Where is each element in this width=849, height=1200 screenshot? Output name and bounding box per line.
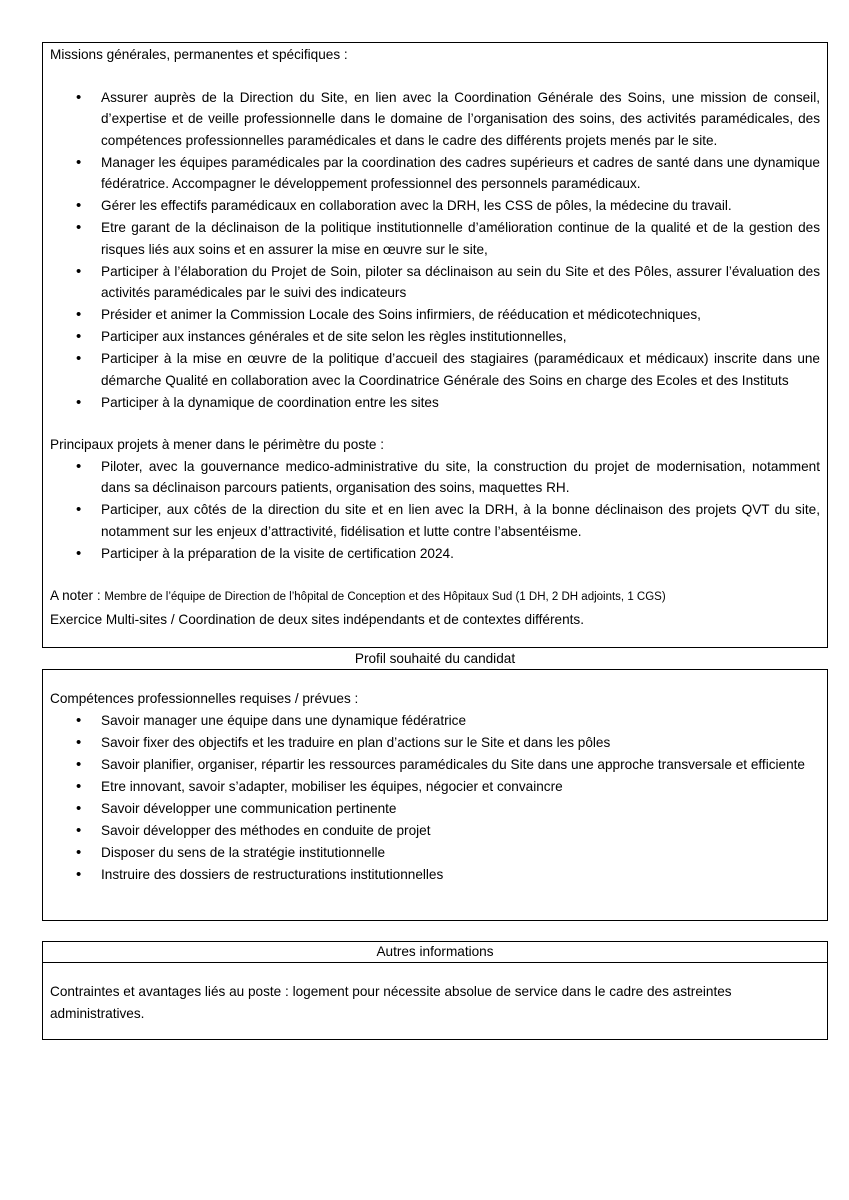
note-label: A noter : <box>50 588 101 603</box>
profil-title: Profil souhaité du candidat <box>354 651 516 666</box>
missions-section <box>42 42 828 648</box>
missions-list <box>50 87 820 414</box>
list-item: • Gérer les effectifs paramédicaux en collaboration avec la DRH, les CSS de pôles, la médecine du travail. <box>50 195 820 217</box>
profil-section <box>42 669 828 921</box>
note-text: Membre de l’équipe de Direction de l’hôpital de Conception et des Hôpitaux Sud (1 DH, 2 DH adjoints, 1 CGS) <box>104 591 666 603</box>
list-item: • Assurer auprès de la Direction du Site, en lien avec la Coordination Générale des Soins, une mission de conseil, d’expertise et de veille professionnelle dans le domaine de l’organisation des soins, des activités paramédicales, des compétences professionnelles paramédicales et dans le cadre des différents projets menés par le site. <box>50 87 820 152</box>
list-item: • Savoir planifier, organiser, répartir les ressources paramédicales du Site dans une approche transversale et efficiente <box>50 754 820 776</box>
list-item: • Savoir fixer des objectifs et les traduire en plan d’actions sur le Site et dans les pôles <box>50 732 820 754</box>
missions-heading: Missions générales, permanentes et spécifiques : <box>50 47 348 62</box>
list-item: • Manager les équipes paramédicales par la coordination des cadres supérieurs et cadres de santé dans une dynamique fédératrice. Accompagner le développement professionnel des personnels paramédicaux. <box>50 152 820 195</box>
list-item: • Etre innovant, savoir s’adapter, mobiliser les équipes, négocier et convaincre <box>50 776 820 798</box>
autres-title: Autres informations <box>42 941 828 963</box>
list-item: • Participer aux instances générales et de site selon les règles institutionnelles, <box>50 326 820 348</box>
projets-list <box>50 456 820 565</box>
projets-heading: Principaux projets à mener dans le périmètre du poste : <box>50 437 384 452</box>
list-item: • Disposer du sens de la stratégie institutionnelle <box>50 842 820 864</box>
profil-heading: Compétences professionnelles requises / prévues : <box>50 691 359 706</box>
list-item: • Etre garant de la déclinaison de la politique institutionnelle d’amélioration continue de la qualité et de la gestion des risques liés aux soins et en assurer la mise en œuvre sur le site, <box>50 217 820 260</box>
note <box>50 585 820 609</box>
list-item: • Participer à la préparation de la visite de certification 2024. <box>50 543 820 565</box>
competences-list <box>50 710 820 886</box>
note-line2: Exercice Multi-sites / Coordination de deux sites indépendants et de contextes différents. <box>50 611 584 627</box>
list-item: • Savoir développer une communication pertinente <box>50 798 820 820</box>
autres-text: Contraintes et avantages liés au poste : logement pour nécessite absolue de service dans le cadre des astreintes administratives. <box>50 984 732 1021</box>
list-item: • Participer à l’élaboration du Projet de Soin, piloter sa déclinaison au sein du Site et des Pôles, assurer l’évaluation des activités paramédicales par le suivi des indicateurs <box>50 261 820 304</box>
list-item: • Participer, aux côtés de la direction du site et en lien avec la DRH, à la bonne déclinaison des projets QVT du site, notamment sur les enjeux d’attractivité, fidélisation et lutte contre l’absentéisme. <box>50 499 820 542</box>
autres-section <box>42 962 828 1040</box>
list-item: • Instruire des dossiers de restructurations institutionnelles <box>50 864 820 886</box>
list-item: • Participer à la mise en œuvre de la politique d’accueil des stagiaires (paramédicaux et médicaux) inscrite dans une démarche Qualité en collaboration avec la Coordinatrice Générale des Soins en charge des Ecoles et des Instituts <box>50 348 820 391</box>
list-item: • Participer à la dynamique de coordination entre les sites <box>50 392 820 414</box>
list-item: • Piloter, avec la gouvernance medico-administrative du site, la construction du projet de modernisation, notamment dans sa déclinaison parcours patients, organisation des soins, maquettes RH. <box>50 456 820 499</box>
list-item: • Présider et animer la Commission Locale des Soins infirmiers, de rééducation et médicotechniques, <box>50 304 820 326</box>
list-item: • Savoir manager une équipe dans une dynamique fédératrice <box>50 710 820 732</box>
list-item: • Savoir développer des méthodes en conduite de projet <box>50 820 820 842</box>
